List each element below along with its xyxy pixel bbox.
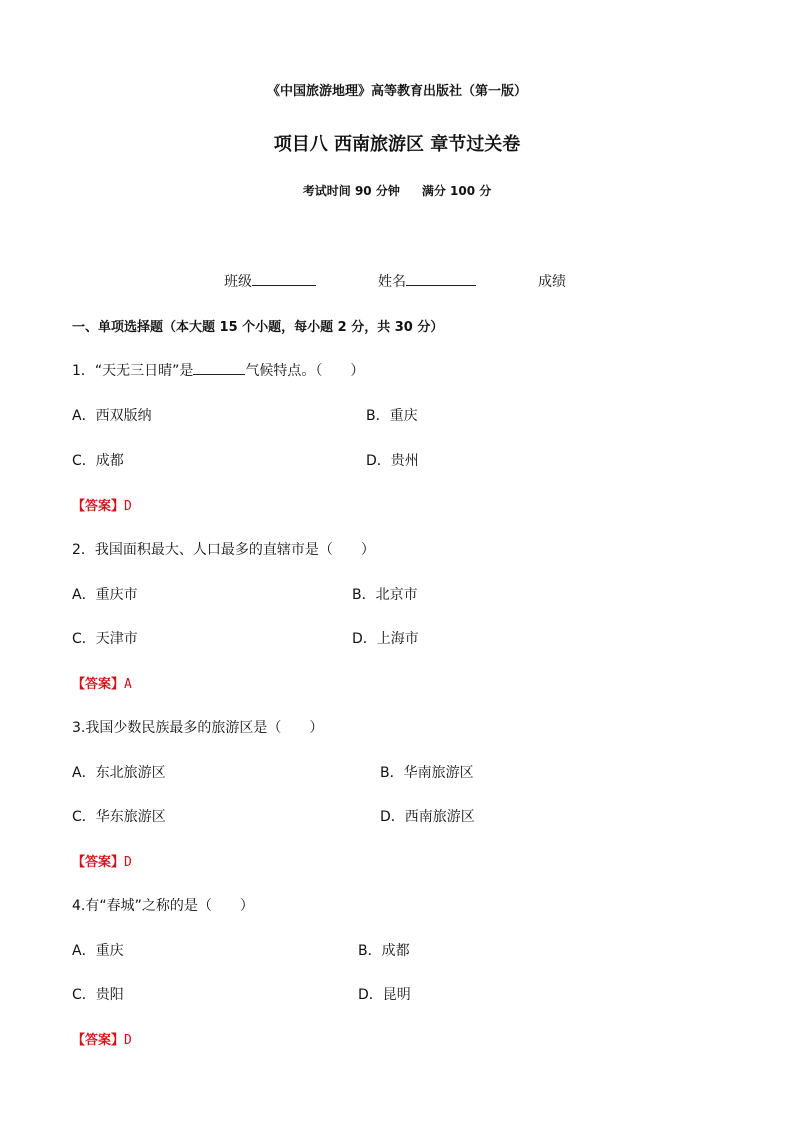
question-2-answer	[72, 673, 132, 692]
exam-meta	[0, 182, 794, 199]
grade-field	[538, 271, 566, 291]
exam-title: 项目八 西南旅游区 章节过关卷	[273, 134, 521, 155]
question-1-fill-blank	[193, 360, 245, 375]
answer-tag: 【答案】	[72, 1033, 125, 1048]
exam-time: 考试时间 90 分钟	[302, 184, 400, 198]
question-2-option-b: B．北京市	[352, 587, 418, 603]
question-4-stem: 4.有“春城”之称的是（ ）	[72, 898, 254, 914]
answer-value: D	[124, 1033, 132, 1048]
question-4-option-c: C．贵阳	[72, 987, 124, 1003]
question-3-option-c: C．华东旅游区	[72, 809, 166, 825]
answer-value: A	[124, 677, 132, 692]
question-4-option-d: D．昆明	[358, 987, 411, 1003]
question-1-option-c: C．成都	[72, 453, 124, 469]
question-4-answer	[72, 1029, 132, 1048]
answer-tag: 【答案】	[72, 677, 125, 692]
answer-tag: 【答案】	[72, 499, 125, 514]
question-2-option-c: C．天津市	[72, 631, 138, 647]
answer-tag: 【答案】	[72, 855, 125, 870]
question-3-option-d: D．西南旅游区	[380, 809, 475, 825]
exam-full-score: 满分 100 分	[421, 184, 492, 198]
name-blank	[406, 271, 476, 286]
question-1-answer	[72, 495, 132, 514]
class-label: 班级	[224, 274, 252, 290]
question-4-option-b: B．成都	[358, 943, 410, 959]
question-1-stem-start: 1．“天无三日晴”是	[72, 363, 194, 379]
grade-label: 成绩	[538, 274, 566, 290]
question-3-option-a: A．东北旅游区	[72, 765, 166, 781]
answer-value: D	[124, 855, 132, 870]
question-1-option-d: D．贵州	[366, 453, 419, 469]
question-4-option-a: A．重庆	[72, 943, 124, 959]
book-title: 《中国旅游地理》高等教育出版社（第一版）	[266, 84, 527, 99]
question-3-stem: 3.我国少数民族最多的旅游区是（ ）	[72, 720, 324, 736]
question-1-stem-end: 气候特点。（ ）	[245, 363, 365, 379]
section-title: 一、单项选择题（本大题 15 个小题，每小题 2 分，共 30 分）	[72, 320, 444, 335]
question-1-option-a: A．西双版纳	[72, 408, 152, 424]
name-label: 姓名	[378, 274, 406, 290]
question-1-stem	[72, 360, 364, 380]
class-field	[224, 271, 316, 291]
question-3-answer	[72, 851, 132, 870]
question-1-option-b: B．重庆	[366, 408, 418, 424]
question-3-option-b: B．华南旅游区	[380, 765, 474, 781]
class-blank	[252, 271, 316, 286]
question-2-stem: 2．我国面积最大、人口最多的直辖市是（ ）	[72, 542, 375, 558]
question-2-option-d: D．上海市	[352, 631, 419, 647]
name-field	[378, 271, 476, 291]
answer-value: D	[124, 499, 132, 514]
question-2-option-a: A．重庆市	[72, 587, 138, 603]
